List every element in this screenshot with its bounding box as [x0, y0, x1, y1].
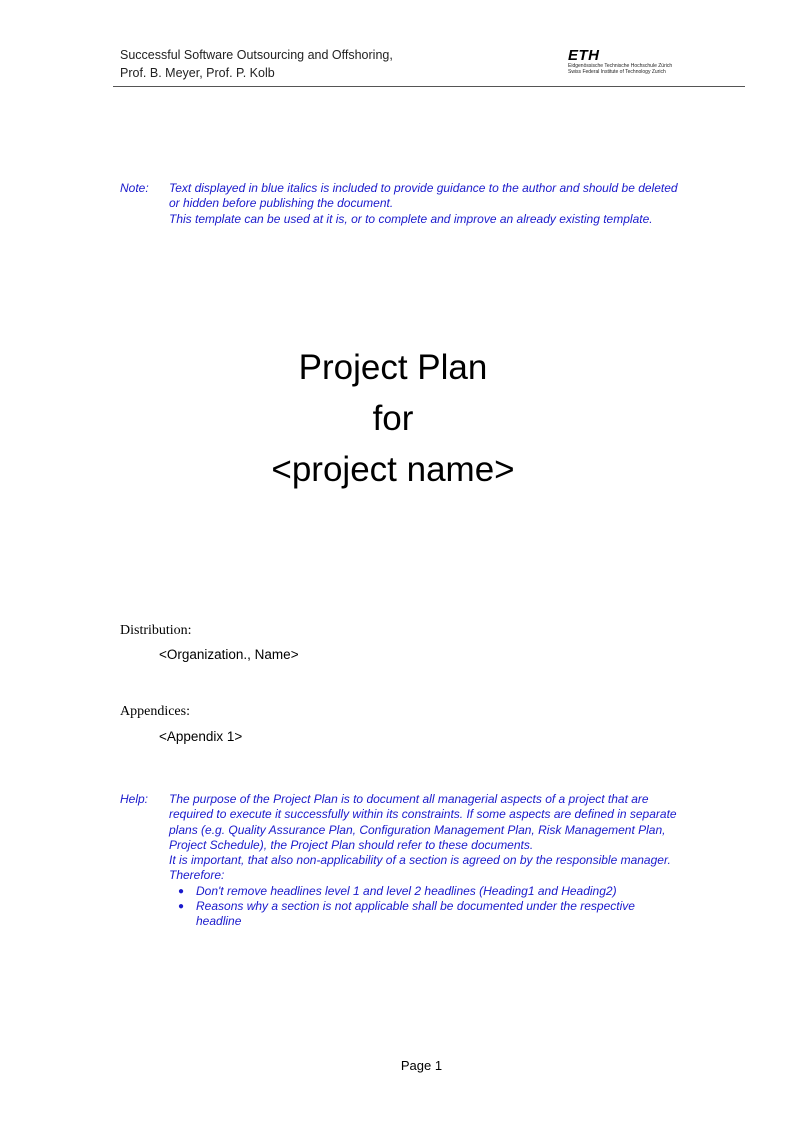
- eth-logo-english-name: Swiss Federal Institute of Technology Zurich: [568, 69, 666, 75]
- distribution-value: <Organization., Name>: [159, 647, 299, 662]
- help-body: [169, 792, 680, 930]
- note-paragraph: Text displayed in blue italics is included to provide guidance to the author and should be deleted or hidden before publishing the document.: [169, 181, 678, 211]
- appendices-value: <Appendix 1>: [159, 729, 243, 744]
- header-authors: Prof. B. Meyer, Prof. P. Kolb: [120, 66, 275, 80]
- bullet-text: Don't remove headlines level 1 and level 2 headlines (Heading1 and Heading2): [196, 883, 617, 898]
- document-title: [0, 342, 786, 495]
- help-bullet-list: [169, 884, 680, 930]
- title-line-3: <project name>: [271, 450, 515, 489]
- help-label: Help:: [120, 792, 149, 806]
- title-line-2: for: [372, 399, 414, 438]
- note-paragraph: This template can be used at it is, or to complete and improve an already existing template.: [169, 211, 653, 226]
- help-paragraph: The purpose of the Project Plan is to document all managerial aspects of a project that are required to execute it successfully within its constraints. If some aspects are defined in separate plans (e.g. Quality Assurance Plan, Configuration Management Plan, Risk Management Plan, Project Schedule), the Project Plan should refer to these documents.: [169, 792, 677, 852]
- guidance-note: [120, 181, 680, 227]
- page-header: [120, 46, 440, 82]
- title-line-1: Project Plan: [298, 348, 488, 387]
- page-number: Page 1: [400, 1058, 443, 1073]
- list-item: [169, 899, 680, 930]
- note-body: [169, 181, 680, 227]
- note-label: Note:: [120, 181, 149, 195]
- appendices-label: Appendices:: [120, 704, 190, 719]
- eth-logo-mark: ETH: [568, 47, 600, 64]
- eth-logo: [568, 49, 708, 75]
- bullet-icon: ●: [178, 901, 185, 913]
- header-divider: [113, 86, 745, 87]
- list-item: [169, 884, 680, 899]
- bullet-icon: ●: [178, 885, 185, 897]
- bullet-text: Reasons why a section is not applicable shall be documented under the respective headline: [196, 899, 635, 929]
- eth-logo-german-name: Eidgenössische Technische Hochschule Zürich: [568, 63, 673, 69]
- distribution-label: Distribution:: [120, 623, 192, 638]
- header-course-title: Successful Software Outsourcing and Offshoring,: [120, 48, 393, 62]
- help-paragraph: It is important, that also non-applicability of a section is agreed on by the responsible manager. Therefore:: [169, 853, 671, 883]
- guidance-help: [120, 792, 680, 930]
